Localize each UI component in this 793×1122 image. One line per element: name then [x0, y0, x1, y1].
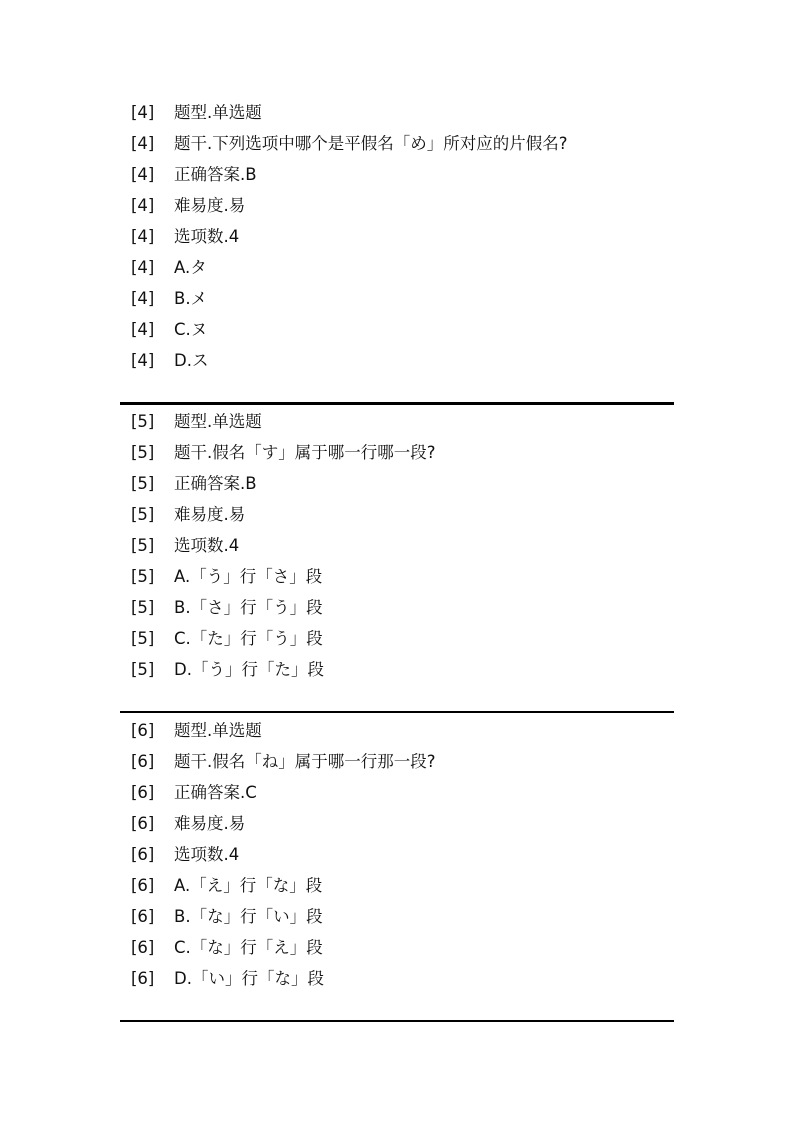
- question-text: 正确答案.B: [174, 165, 257, 184]
- question-number: [4]: [131, 227, 155, 246]
- question-text: A.「う」行「さ」段: [174, 567, 323, 586]
- question-text: A.タ: [174, 258, 207, 277]
- question-number: [4]: [131, 258, 155, 277]
- question-line: [120, 221, 674, 252]
- question-line: [120, 839, 674, 870]
- question-text: 难易度.易: [174, 814, 246, 833]
- question-number: [6]: [131, 783, 155, 802]
- question-line: [120, 314, 674, 345]
- question-line: [120, 283, 674, 314]
- question-line: [120, 963, 674, 994]
- question-text: 正确答案.C: [174, 783, 257, 802]
- question-number: [5]: [131, 443, 155, 462]
- question-text: C.「た」行「う」段: [174, 629, 323, 648]
- question-line: [120, 190, 674, 221]
- question-5: [120, 406, 674, 685]
- question-line: [120, 499, 674, 530]
- question-text: 题型.单选题: [174, 721, 262, 740]
- question-line: [120, 345, 674, 376]
- question-line: [120, 746, 674, 777]
- question-text: 难易度.易: [174, 196, 246, 215]
- question-line: [120, 406, 674, 437]
- question-line: [120, 654, 674, 685]
- question-number: [4]: [131, 103, 155, 122]
- question-text: 正确答案.B: [174, 474, 257, 493]
- question-line: [120, 715, 674, 746]
- question-line: [120, 777, 674, 808]
- question-number: [5]: [131, 412, 155, 431]
- question-text: D.ス: [174, 351, 209, 370]
- question-text: 选项数.4: [174, 536, 240, 555]
- question-number: [6]: [131, 969, 155, 988]
- divider: [120, 1020, 674, 1022]
- question-number: [5]: [131, 536, 155, 555]
- question-number: [6]: [131, 814, 155, 833]
- question-number: [6]: [131, 752, 155, 771]
- question-number: [6]: [131, 845, 155, 864]
- question-text: 题型.单选题: [174, 412, 262, 431]
- question-number: [4]: [131, 351, 155, 370]
- question-line: [120, 901, 674, 932]
- divider: [120, 711, 674, 713]
- question-number: [5]: [131, 598, 155, 617]
- question-number: [5]: [131, 474, 155, 493]
- question-number: [4]: [131, 320, 155, 339]
- question-number: [6]: [131, 876, 155, 895]
- question-line: [120, 808, 674, 839]
- question-line: [120, 623, 674, 654]
- question-line: [120, 159, 674, 190]
- question-text: 题干.假名「す」属于哪一行哪一段?: [174, 443, 436, 462]
- question-text: 选项数.4: [174, 845, 240, 864]
- question-number: [5]: [131, 660, 155, 679]
- question-number: [6]: [131, 938, 155, 957]
- question-line: [120, 592, 674, 623]
- question-number: [4]: [131, 165, 155, 184]
- question-text: B.「さ」行「う」段: [174, 598, 323, 617]
- question-text: B.「な」行「い」段: [174, 907, 323, 926]
- question-line: [120, 932, 674, 963]
- question-number: [5]: [131, 629, 155, 648]
- question-line: [120, 97, 674, 128]
- question-text: D.「う」行「た」段: [174, 660, 324, 679]
- question-text: B.メ: [174, 289, 208, 308]
- question-text: A.「え」行「な」段: [174, 876, 323, 895]
- question-number: [5]: [131, 567, 155, 586]
- question-number: [4]: [131, 289, 155, 308]
- question-number: [6]: [131, 721, 155, 740]
- question-text: 难易度.易: [174, 505, 246, 524]
- question-line: [120, 437, 674, 468]
- question-line: [120, 870, 674, 901]
- question-line: [120, 128, 674, 159]
- question-line: [120, 468, 674, 499]
- question-text: 题型.单选题: [174, 103, 262, 122]
- question-number: [4]: [131, 134, 155, 153]
- question-text: 题干.假名「ね」属于哪一行那一段?: [174, 752, 436, 771]
- divider: [120, 402, 674, 405]
- question-text: C.ヌ: [174, 320, 208, 339]
- question-number: [4]: [131, 196, 155, 215]
- question-line: [120, 561, 674, 592]
- question-6: [120, 715, 674, 994]
- question-line: [120, 530, 674, 561]
- question-4: [120, 97, 674, 376]
- question-number: [5]: [131, 505, 155, 524]
- question-number: [6]: [131, 907, 155, 926]
- question-line: [120, 252, 674, 283]
- question-text: D.「い」行「な」段: [174, 969, 324, 988]
- question-text: C.「な」行「え」段: [174, 938, 323, 957]
- question-text: 选项数.4: [174, 227, 240, 246]
- question-text: 题干.下列选项中哪个是平假名「め」所对应的片假名?: [174, 134, 568, 153]
